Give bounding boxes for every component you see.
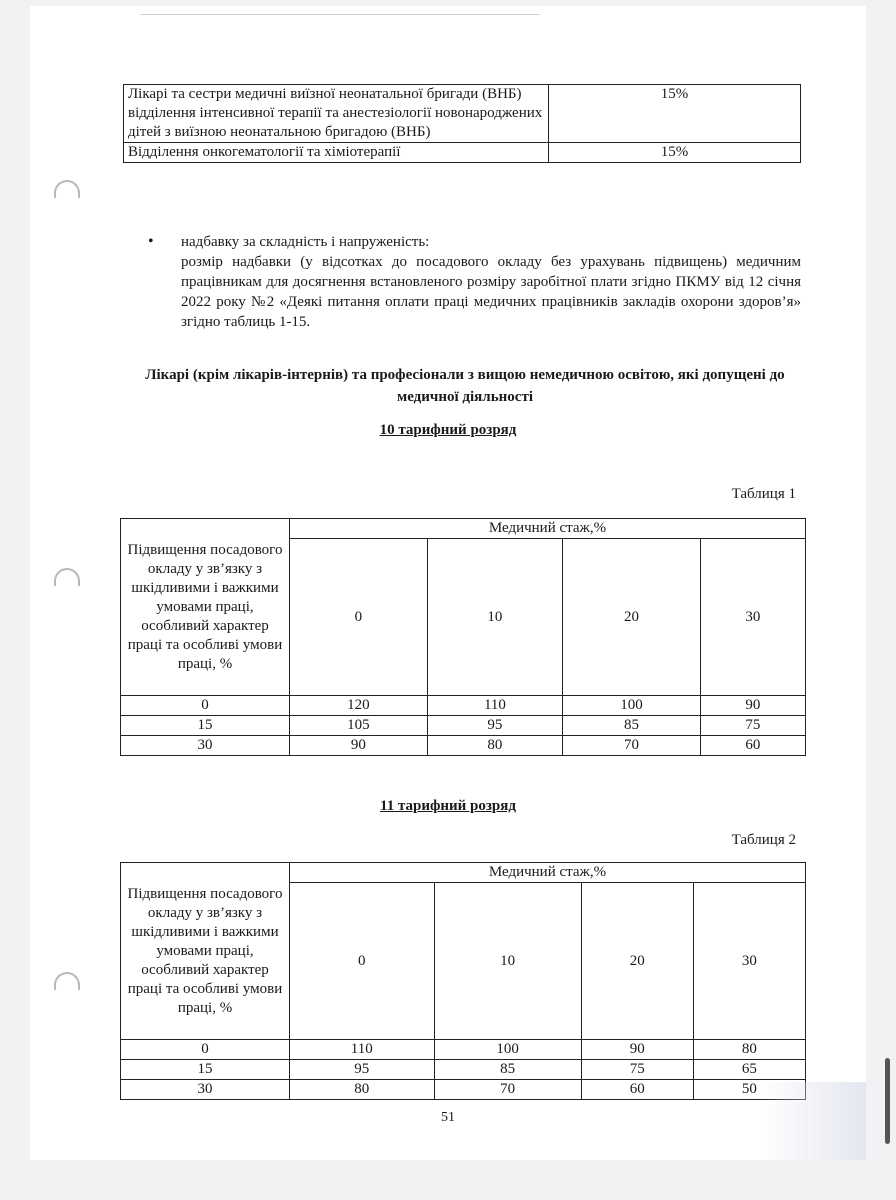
table-cell: 100 <box>563 696 701 716</box>
tariff-rank-title: 10 тарифний розряд <box>379 422 517 438</box>
binder-hole-mark <box>54 568 80 586</box>
table-cell: 105 <box>290 716 428 736</box>
table-cell: 120 <box>290 696 428 716</box>
top-header: Медичний стаж,% <box>290 863 806 883</box>
table-cell: 0 <box>121 1040 290 1060</box>
stazh-header: 0 <box>290 539 428 696</box>
table-cell: 50 <box>693 1080 805 1100</box>
tariff-rank-title: 11 тарифний розряд <box>380 798 516 814</box>
left-header: Підвищення посадового окладу у зв’язку з шкідливими і важкими умовами праці, особливий характер праці та особливі умови праці, % <box>121 863 290 1040</box>
table-cell: 30 <box>121 736 290 756</box>
table-cell: 65 <box>693 1060 805 1080</box>
table-cell: 110 <box>427 696 562 716</box>
table-row <box>121 1040 806 1060</box>
table-cell: 15 <box>121 1060 290 1080</box>
table-cell: 70 <box>563 736 701 756</box>
table-cell: 30 <box>121 1080 290 1100</box>
stazh-header: 20 <box>563 539 701 696</box>
page-number: 51 <box>441 1110 455 1125</box>
section-heading: Лікарі (крім лікарів-інтернів) та професіонали з вищою немедичною освітою, які допущені до медичної діяльності <box>145 367 785 405</box>
table-row <box>121 696 806 716</box>
table-label: Таблиця 1 <box>731 486 796 502</box>
table-cell: 75 <box>700 716 805 736</box>
stazh-header: 0 <box>290 883 435 1040</box>
table-row <box>121 736 806 756</box>
bullet-title: надбавку за складність і напруженість: <box>181 234 430 250</box>
department-bonus-table <box>123 84 801 163</box>
table-cell: 80 <box>290 1080 435 1100</box>
table-cell: 85 <box>434 1060 581 1080</box>
scan-top-edge <box>140 14 540 15</box>
vertical-scrollbar[interactable] <box>885 1058 890 1144</box>
table-cell: 110 <box>290 1040 435 1060</box>
table-cell: 70 <box>434 1080 581 1100</box>
table-cell: 90 <box>581 1040 693 1060</box>
bonus-percent: 15% <box>549 143 801 163</box>
table-cell: 90 <box>290 736 428 756</box>
table-cell: 95 <box>427 716 562 736</box>
stazh-header: 30 <box>700 539 805 696</box>
table-cell: 60 <box>700 736 805 756</box>
salary-table <box>120 862 806 1100</box>
document-page <box>30 6 866 1160</box>
table-cell: 95 <box>290 1060 435 1080</box>
table-cell: 15 <box>121 716 290 736</box>
salary-table <box>120 518 806 756</box>
stazh-header: 10 <box>427 539 562 696</box>
table-label: Таблиця 2 <box>731 832 796 848</box>
bullet-icon: • <box>148 233 154 250</box>
binder-hole-mark <box>54 972 80 990</box>
binder-hole-mark <box>54 180 80 198</box>
table-cell: 100 <box>434 1040 581 1060</box>
department-name: Відділення онкогематології та хіміотерапії <box>124 143 549 163</box>
table-cell: 60 <box>581 1080 693 1100</box>
stazh-header: 30 <box>693 883 805 1040</box>
left-header: Підвищення посадового окладу у зв’язку з шкідливими і важкими умовами праці, особливий характер праці та особливі умови праці, % <box>121 519 290 696</box>
stazh-header: 20 <box>581 883 693 1040</box>
bullet-item <box>148 232 801 332</box>
table-row <box>121 1080 806 1100</box>
table-row <box>121 1060 806 1080</box>
department-name: Лікарі та сестри медичні виїзної неонатальної бригади (ВНБ) відділення інтенсивної терапії та анестезіології новонароджених дітей з виїзною неонатальною бригадою (ВНБ) <box>124 85 549 143</box>
table-row <box>124 143 801 163</box>
table-cell: 0 <box>121 696 290 716</box>
table-cell: 85 <box>563 716 701 736</box>
table-cell: 80 <box>693 1040 805 1060</box>
stazh-header: 10 <box>434 883 581 1040</box>
table-row <box>121 716 806 736</box>
bullet-body: розмір надбавки (у відсотках до посадового окладу без урахувань підвищень) медичним працівникам для досягнення встановленого розміру заробітної плати згідно ПКМУ від 12 січня 2022 року №2 «Деякі питання оплати праці медичних працівників закладів охорони здоров’я» згідно таблиць 1-15. <box>181 254 801 330</box>
bonus-percent: 15% <box>549 85 801 143</box>
table-row <box>124 85 801 143</box>
table-cell: 75 <box>581 1060 693 1080</box>
table-cell: 90 <box>700 696 805 716</box>
top-header: Медичний стаж,% <box>290 519 806 539</box>
table-cell: 80 <box>427 736 562 756</box>
